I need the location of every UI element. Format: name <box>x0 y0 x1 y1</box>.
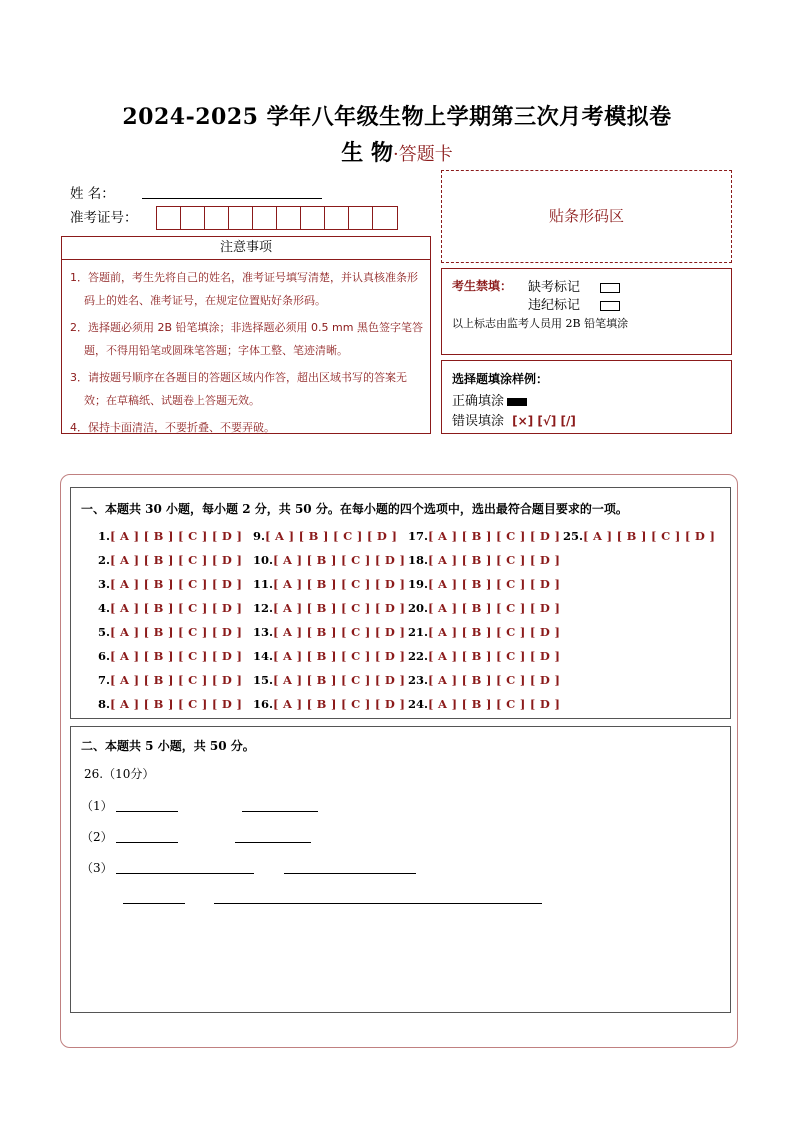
choice-question[interactable] <box>98 697 242 711</box>
question-26-label: 26.（10分） <box>84 767 155 781</box>
absent-label: 缺考标记 <box>528 280 581 295</box>
question-number: 16. <box>253 697 274 711</box>
question-number: 17. <box>408 529 429 543</box>
answer-options[interactable]: [ A ] [ B ] [ C ] [ D ] <box>583 529 716 543</box>
choice-question[interactable] <box>253 529 397 543</box>
answer-options[interactable]: [ A ] [ B ] [ C ] [ D ] <box>273 625 406 639</box>
answer-options[interactable]: [ A ] [ B ] [ C ] [ D ] <box>110 577 243 591</box>
answer-options[interactable]: [ A ] [ B ] [ C ] [ D ] <box>428 673 561 687</box>
choice-question[interactable] <box>408 697 560 711</box>
answer-line[interactable] <box>123 903 185 904</box>
answer-options[interactable]: [ A ] [ B ] [ C ] [ D ] <box>110 529 243 543</box>
exam-ban-label: 考生禁填： <box>452 279 513 293</box>
answer-options[interactable]: [ A ] [ B ] [ C ] [ D ] <box>110 673 243 687</box>
choice-question[interactable] <box>408 673 560 687</box>
question-number: 1. <box>98 529 111 543</box>
absent-checkbox[interactable] <box>600 283 620 293</box>
answer-options[interactable]: [ A ] [ B ] [ C ] [ D ] <box>273 577 406 591</box>
subject-name: 生 物 <box>341 140 393 166</box>
page-title: 2024-2025 学年八年级生物上学期第三次月考模拟卷 <box>122 104 672 130</box>
question-number: 15. <box>253 673 274 687</box>
question-number: 21. <box>408 625 429 639</box>
choice-question[interactable] <box>563 529 715 543</box>
violation-mark <box>528 294 620 313</box>
answer-line[interactable] <box>235 842 311 843</box>
exam-ban-box <box>441 268 732 355</box>
question-number: 10. <box>253 553 274 567</box>
notice-item: 2．选择题必须用 2B 铅笔填涂；非选择题必须用 0.5 mm 黑色签字笔答题，不得用铅笔或圆珠笔答题；字体工整、笔迹清晰。 <box>70 321 423 357</box>
question-number: 2. <box>98 553 111 567</box>
fill-example-box <box>441 360 732 434</box>
id-digit-box[interactable] <box>349 207 373 229</box>
question-number: 13. <box>253 625 274 639</box>
name-field[interactable] <box>142 198 322 199</box>
question-number: 22. <box>408 649 429 663</box>
wrong-fill-marks: [×] [√] [/] <box>512 414 576 428</box>
choice-question[interactable] <box>253 553 405 567</box>
question-number: 14. <box>253 649 274 663</box>
choice-question[interactable] <box>253 697 405 711</box>
choice-question[interactable] <box>253 673 405 687</box>
answer-line[interactable] <box>242 811 318 812</box>
absent-mark <box>528 276 620 295</box>
answer-options[interactable]: [ A ] [ B ] [ C ] [ D ] <box>265 529 398 543</box>
correct-fill-label: 正确填涂 <box>452 394 505 409</box>
violation-checkbox[interactable] <box>600 301 620 311</box>
correct-fill <box>452 390 527 409</box>
answer-options[interactable]: [ A ] [ B ] [ C ] [ D ] <box>273 553 406 567</box>
question-number: 12. <box>253 601 274 615</box>
choice-question[interactable] <box>253 625 405 639</box>
exam-ban-note: 以上标志由监考人员用 2B 铅笔填涂 <box>452 317 629 330</box>
choice-question[interactable] <box>98 577 242 591</box>
part-3-label: （3） <box>81 861 113 875</box>
answer-options[interactable]: [ A ] [ B ] [ C ] [ D ] <box>428 601 561 615</box>
section-choice <box>70 487 731 719</box>
answer-options[interactable]: [ A ] [ B ] [ C ] [ D ] <box>273 601 406 615</box>
choice-question[interactable] <box>408 577 560 591</box>
filled-mark-icon <box>507 398 527 406</box>
id-digit-box[interactable] <box>157 207 181 229</box>
part-1-label: （1） <box>81 799 113 813</box>
notice-item: 1．答题前，考生先将自己的姓名，准考证号填写清楚，并认真核准条形码上的姓名、准考证号，在规定位置贴好条形码。 <box>70 271 418 307</box>
choice-question[interactable] <box>408 553 560 567</box>
question-number: 5. <box>98 625 111 639</box>
answer-options[interactable]: [ A ] [ B ] [ C ] [ D ] <box>428 553 561 567</box>
question-number: 9. <box>253 529 266 543</box>
id-digit-box[interactable] <box>253 207 277 229</box>
answer-line[interactable] <box>116 811 178 812</box>
part-2-label: （2） <box>81 830 113 844</box>
question-number: 23. <box>408 673 429 687</box>
answer-options[interactable]: [ A ] [ B ] [ C ] [ D ] <box>428 625 561 639</box>
notice-item: 4．保持卡面清洁，不要折叠、不要弄破。 <box>70 421 275 434</box>
id-label: 准考证号： <box>70 210 138 226</box>
answer-options[interactable]: [ A ] [ B ] [ C ] [ D ] <box>428 577 561 591</box>
notice-box <box>61 260 431 434</box>
answer-line[interactable] <box>116 873 254 874</box>
section-open-title: 二、本题共 5 小题，共 50 分。 <box>81 739 255 753</box>
answer-line[interactable] <box>214 903 542 904</box>
answer-options[interactable]: [ A ] [ B ] [ C ] [ D ] <box>428 697 561 711</box>
answer-options[interactable]: [ A ] [ B ] [ C ] [ D ] <box>273 649 406 663</box>
question-number: 25. <box>563 529 584 543</box>
id-boxes[interactable] <box>156 206 398 230</box>
fill-example-title: 选择题填涂样例： <box>452 372 549 386</box>
answer-options[interactable]: [ A ] [ B ] [ C ] [ D ] <box>110 697 243 711</box>
choice-question[interactable] <box>253 649 405 663</box>
choice-question[interactable] <box>98 601 242 615</box>
answer-options[interactable]: [ A ] [ B ] [ C ] [ D ] <box>428 529 561 543</box>
id-digit-box[interactable] <box>301 207 325 229</box>
wrong-fill-label: 错误填涂 <box>452 414 505 429</box>
barcode-area <box>441 170 732 263</box>
id-digit-box[interactable] <box>277 207 301 229</box>
page-subtitle <box>0 136 794 167</box>
section-choice-title: 一、本题共 30 小题，每小题 2 分，共 50 分。在每小题的四个选项中，选出最符合题目要求的一项。 <box>81 502 628 516</box>
answer-options[interactable]: [ A ] [ B ] [ C ] [ D ] <box>110 649 243 663</box>
wrong-fill <box>452 410 576 429</box>
choice-question[interactable] <box>98 553 242 567</box>
choice-question[interactable] <box>98 673 242 687</box>
violation-label: 违纪标记 <box>528 298 581 313</box>
notice-title: 注意事项 <box>61 236 431 260</box>
id-digit-box[interactable] <box>373 207 397 229</box>
notice-item: 3．请按题号顺序在各题目的答题区域内作答，超出区域书写的答案无效；在草稿纸、试题卷上答题无效。 <box>70 371 407 407</box>
name-label: 姓 名： <box>70 186 115 202</box>
answer-options[interactable]: [ A ] [ B ] [ C ] [ D ] <box>110 553 243 567</box>
question-number: 11. <box>253 577 274 591</box>
answer-options[interactable]: [ A ] [ B ] [ C ] [ D ] <box>428 649 561 663</box>
id-digit-box[interactable] <box>229 207 253 229</box>
choice-question[interactable] <box>98 649 242 663</box>
question-number: 6. <box>98 649 111 663</box>
answer-line[interactable] <box>116 842 178 843</box>
question-number: 20. <box>408 601 429 615</box>
question-number: 3. <box>98 577 111 591</box>
answer-options[interactable]: [ A ] [ B ] [ C ] [ D ] <box>110 625 243 639</box>
choice-question[interactable] <box>408 529 560 543</box>
card-kind: ·答题卡 <box>392 144 453 165</box>
id-digit-box[interactable] <box>181 207 205 229</box>
question-number: 7. <box>98 673 111 687</box>
answer-options[interactable]: [ A ] [ B ] [ C ] [ D ] <box>273 697 406 711</box>
choice-question[interactable] <box>98 625 242 639</box>
id-digit-box[interactable] <box>325 207 349 229</box>
answer-line[interactable] <box>284 873 416 874</box>
answer-options[interactable]: [ A ] [ B ] [ C ] [ D ] <box>273 673 406 687</box>
barcode-label: 贴条形码区 <box>548 207 624 225</box>
choice-question[interactable] <box>253 577 405 591</box>
question-number: 18. <box>408 553 429 567</box>
id-digit-box[interactable] <box>205 207 229 229</box>
choice-question[interactable] <box>408 649 560 663</box>
question-number: 4. <box>98 601 111 615</box>
choice-question[interactable] <box>253 601 405 615</box>
choice-question[interactable] <box>98 529 242 543</box>
choice-question[interactable] <box>408 625 560 639</box>
question-number: 8. <box>98 697 111 711</box>
question-number: 24. <box>408 697 429 711</box>
answer-options[interactable]: [ A ] [ B ] [ C ] [ D ] <box>110 601 243 615</box>
section-open <box>70 726 731 1013</box>
question-number: 19. <box>408 577 429 591</box>
choice-question[interactable] <box>408 601 560 615</box>
